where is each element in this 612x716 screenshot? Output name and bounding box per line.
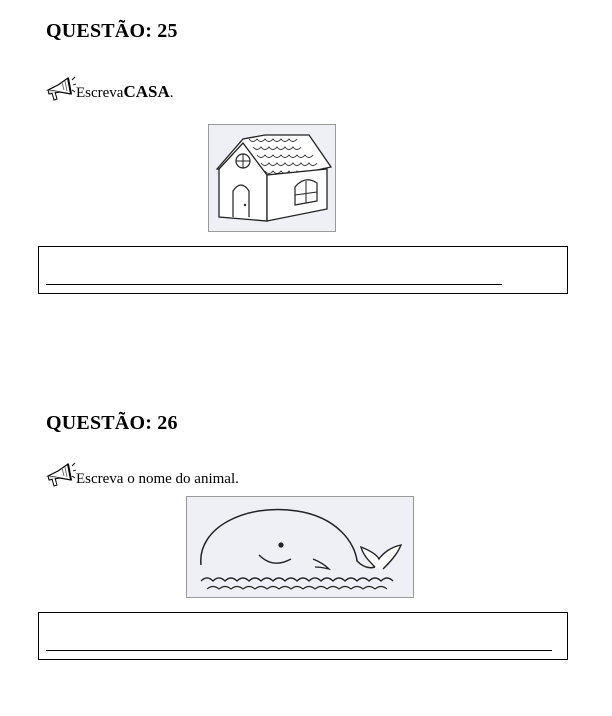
instruction-text: Escreva o nome do animal. [76, 471, 239, 487]
instruction-text: Escreva [76, 85, 124, 101]
whale-illustration [186, 496, 414, 598]
megaphone-icon [44, 74, 76, 102]
answer-line [46, 650, 552, 651]
question-26-instruction [44, 460, 239, 488]
instruction-keyword: CASA [123, 82, 170, 101]
question-26-title: QUESTÃO: 26 [46, 412, 178, 434]
question-25-instruction [44, 74, 174, 102]
question-25-answer-box[interactable] [38, 246, 568, 294]
question-26-answer-box[interactable] [38, 612, 568, 660]
answer-line [46, 284, 502, 285]
megaphone-icon [44, 460, 76, 488]
question-25-title: QUESTÃO: 25 [46, 20, 178, 42]
instruction-period: . [169, 85, 174, 101]
house-illustration [208, 124, 336, 232]
